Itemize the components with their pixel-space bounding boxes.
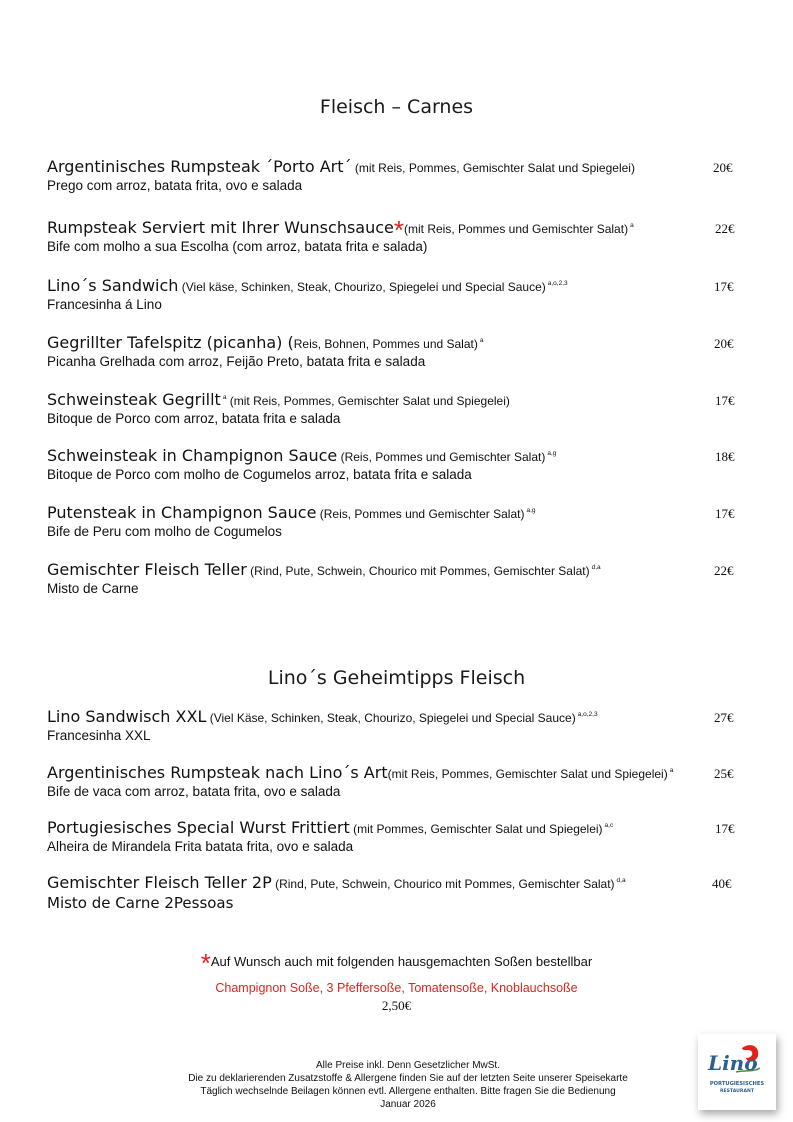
item-detail: (Rind, Pute, Schwein, Chourico mit Pommes, Gemischter Salat) xyxy=(271,877,615,891)
menu-item xyxy=(47,446,747,482)
menu-item xyxy=(47,215,747,254)
section-title-geheimtipps: Lino´s Geheimtipps Fleisch xyxy=(267,667,526,689)
asterisk-icon: * xyxy=(393,215,404,245)
item-detail: (Reis, Pommes und Gemischter Salat) xyxy=(337,450,546,464)
allergen-codes: a xyxy=(669,767,674,774)
item-translation: Francesinha á Lino xyxy=(47,297,162,312)
menu-item xyxy=(47,333,747,369)
item-name: Gemischter Fleisch Teller xyxy=(47,560,247,579)
item-name: Lino Sandwisch XXL xyxy=(47,707,207,726)
item-price: 17€ xyxy=(715,393,735,408)
item-detail: (mit Reis, Pommes, Gemischter Salat und Spiegelei) xyxy=(226,394,510,408)
item-price: 17€ xyxy=(715,506,735,521)
allergen-codes: a,o,2,3 xyxy=(547,280,568,287)
item-price: 17€ xyxy=(715,821,735,836)
item-detail: (mit Reis, Pommes, Gemischter Salat und Spiegelei) xyxy=(351,161,635,175)
item-name: Portugiesisches Special Wurst Frittiert xyxy=(47,818,350,837)
menu-item xyxy=(47,157,747,193)
item-name: Gemischter Fleisch Teller 2P xyxy=(47,873,272,892)
allergen-codes: a,g xyxy=(547,450,557,457)
item-name: Lino´s Sandwich xyxy=(47,276,179,295)
item-name: Argentinisches Rumpsteak nach Lino´s Art xyxy=(47,763,388,782)
item-price: 27€ xyxy=(714,710,734,725)
allergen-codes: d,a xyxy=(616,877,626,884)
allergen-codes: a xyxy=(479,337,484,344)
sauce-note xyxy=(0,948,793,978)
item-price: 18€ xyxy=(715,449,735,464)
item-price: 20€ xyxy=(713,160,733,175)
logo-graphic xyxy=(698,1034,776,1110)
allergen-codes: a xyxy=(222,394,227,401)
item-detail: (Viel käse, Schinken, Steak, Chourizo, Spiegelei und Special Sauce) xyxy=(178,280,546,294)
menu-item xyxy=(47,818,747,854)
asterisk-icon: * xyxy=(200,948,211,978)
sauce-list: Champignon Soße, 3 Pfeffersoße, Tomatensoße, Knoblauchsoße xyxy=(215,981,578,995)
item-translation: Misto de Carne xyxy=(47,581,139,596)
footer-line: Die zu deklarierenden Zusatzstoffe & Allergene finden Sie auf der letzten Seite unserer Speisekarte xyxy=(188,1073,628,1084)
item-detail: (mit Reis, Pommes, Gemischter Salat und Spiegelei) xyxy=(387,767,668,781)
footer xyxy=(0,1059,793,1111)
item-translation: Alheira de Mirandela Frita batata frita, ovo e salada xyxy=(47,839,354,854)
item-price: 17€ xyxy=(714,279,734,294)
item-translation: Misto de Carne 2Pessoas xyxy=(47,894,234,912)
item-translation: Bife com molho a sua Escolha (com arroz, batata frita e salada) xyxy=(47,239,428,254)
item-name: Schweinsteak Gegrillt xyxy=(47,390,221,409)
item-detail: (Rind, Pute, Schwein, Chourico mit Pommes, Gemischter Salat) xyxy=(246,564,590,578)
allergen-codes: a,c xyxy=(604,822,614,829)
restaurant-logo xyxy=(698,1034,776,1110)
item-price: 40€ xyxy=(712,876,732,891)
menu-item xyxy=(47,707,747,743)
sauce-price: 2,50€ xyxy=(381,998,412,1013)
item-price: 22€ xyxy=(715,221,735,236)
menu-item xyxy=(47,560,747,596)
item-detail: (Viel Käse, Schinken, Steak, Chourizo, Spiegelei und Special Sauce) xyxy=(206,711,576,725)
item-detail: (Reis, Pommes und Gemischter Salat) xyxy=(316,507,525,521)
footer-line: Täglich wechselnde Beilagen können evtl. Allergene enthalten. Bitte fragen Sie die Bedienung xyxy=(200,1086,616,1097)
logo-subtitle-2: RESTAURANT xyxy=(720,1089,754,1094)
sauce-note-text: Auf Wunsch auch mit folgenden hausgemachten Soßen bestellbar xyxy=(210,954,593,969)
item-translation: Bife de Peru com molho de Cogumelos xyxy=(47,524,282,539)
item-translation: Francesinha XXL xyxy=(47,728,151,743)
menu-item xyxy=(47,763,747,799)
item-detail: (mit Reis, Pommes und Gemischter Salat) xyxy=(404,222,629,236)
item-detail: Reis, Bohnen, Pommes und Salat) xyxy=(293,337,478,351)
menu-item xyxy=(47,276,747,312)
menu-item xyxy=(47,873,747,912)
section-title-fleisch: Fleisch – Carnes xyxy=(319,96,474,118)
allergen-codes: a,g xyxy=(526,507,536,514)
item-translation: Prego com arroz, batata frita, ovo e salada xyxy=(47,178,303,193)
item-translation: Bitoque de Porco com arroz, batata frita e salada xyxy=(47,411,341,426)
allergen-codes: a,o,2,3 xyxy=(577,711,598,718)
item-price: 20€ xyxy=(714,336,734,351)
item-name: Putensteak in Champignon Sauce xyxy=(47,503,317,522)
logo-subtitle-1: PORTUGIESISCHES xyxy=(709,1081,765,1087)
item-name: Rumpsteak Serviert mit Ihrer Wunschsauce xyxy=(47,218,394,237)
footer-line: Alle Preise inkl. Denn Gesetzlicher MwSt. xyxy=(316,1060,500,1071)
item-name: Argentinisches Rumpsteak ´Porto Art´ xyxy=(47,157,352,176)
item-name: Gegrillter Tafelspitz (picanha) ( xyxy=(47,333,294,352)
item-translation: Picanha Grelhada com arroz, Feijão Preto, batata frita e salada xyxy=(47,354,426,369)
allergen-codes: a xyxy=(630,222,634,229)
item-price: 25€ xyxy=(714,766,734,781)
allergen-codes: d,a xyxy=(591,564,601,571)
item-translation: Bife de vaca com arroz, batata frita, ovo e salada xyxy=(47,784,341,799)
logo-name: Lino xyxy=(708,1051,758,1075)
menu-item xyxy=(47,390,747,426)
item-translation: Bitoque de Porco com molho de Cogumelos arroz, batata frita e salada xyxy=(47,467,472,482)
footer-date: Januar 2026 xyxy=(380,1099,436,1110)
item-detail: (mit Pommes, Gemischter Salat und Spiegelei) xyxy=(349,822,603,836)
menu-item xyxy=(47,503,747,539)
item-name: Schweinsteak in Champignon Sauce xyxy=(47,446,338,465)
item-price: 22€ xyxy=(714,563,734,578)
